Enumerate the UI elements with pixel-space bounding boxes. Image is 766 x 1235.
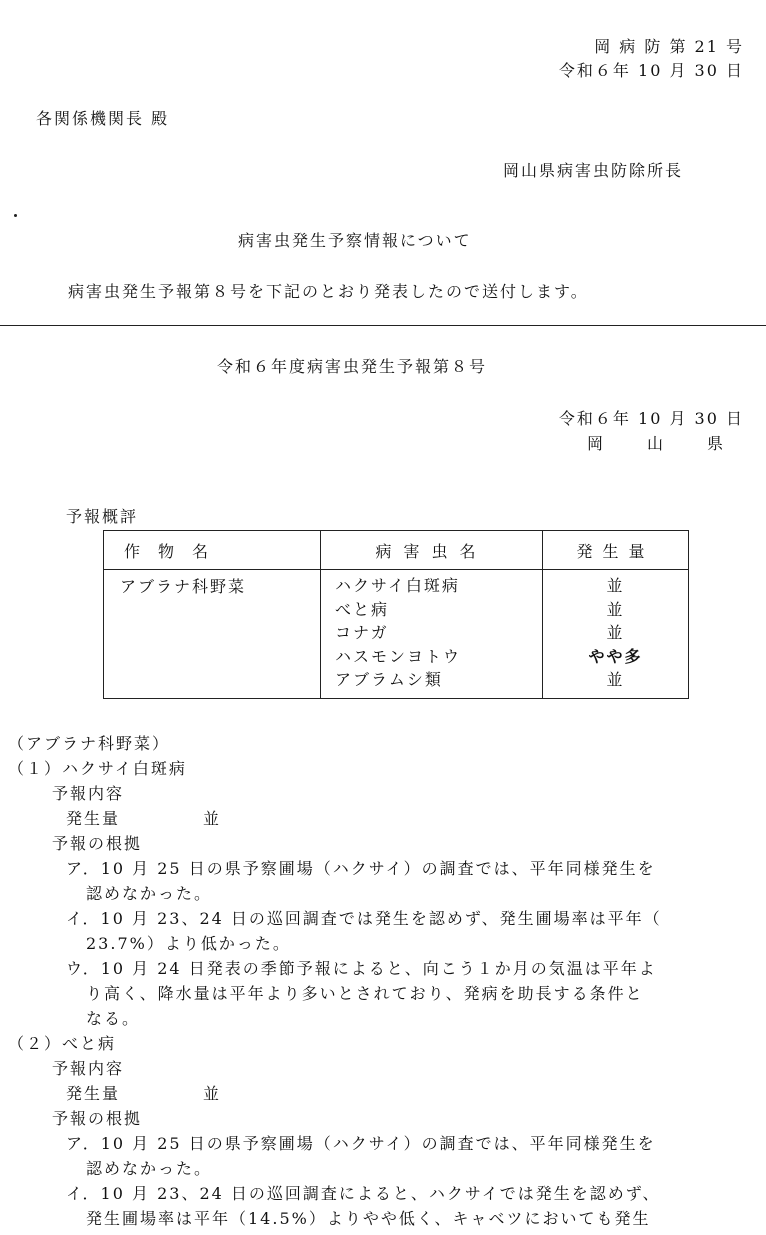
s1-item-u-line3: なる。 bbox=[86, 1009, 141, 1028]
s1-item-i-line1: イ．10 月 23、24 日の巡回調査では発生を認めず、発生圃場率は平年（ bbox=[66, 909, 662, 928]
cover-title: 病害虫発生予察情報について bbox=[238, 231, 472, 250]
s1-amount-value: 並 bbox=[203, 809, 222, 828]
s1-item-u-line1: ウ．10 月 24 日発表の季節予報によると、向こう１か月の気温は平年よ bbox=[66, 959, 657, 978]
amount-value: 並 bbox=[606, 599, 625, 619]
amount-value: 並 bbox=[606, 623, 625, 642]
s1-item-i-line2: 23.7%）より低かった。 bbox=[86, 934, 291, 953]
section-divider bbox=[0, 325, 766, 326]
s2-forecast-label: 予報内容 bbox=[52, 1059, 125, 1078]
s2-item-i-line2: 発生圃場率は平年（14.5%）よりやや低く、キャベツにおいても発生 bbox=[86, 1209, 651, 1228]
report-issuer: 岡 山 県 bbox=[587, 434, 728, 453]
amount-value-emphasis: やや多 bbox=[588, 646, 643, 666]
s2-amount-value: 並 bbox=[203, 1084, 222, 1103]
s1-forecast-label: 予報内容 bbox=[52, 784, 125, 803]
category-heading: （アブラナ科野菜） bbox=[8, 734, 171, 753]
header-amount: 発生量 bbox=[543, 531, 689, 570]
addressee: 各関係機関長 殿 bbox=[36, 109, 170, 128]
s1-item-u-line2: り高く、降水量は平年より多いとされており、発病を助長する条件と bbox=[86, 984, 644, 1003]
pest-name: ハクサイ白斑病 bbox=[335, 576, 460, 595]
pest-list bbox=[321, 570, 543, 699]
crop-name: アブラナ科野菜 bbox=[104, 570, 321, 699]
issue-date: 令和６年 10 月 30 日 bbox=[558, 61, 744, 80]
pest-name: ハスモンヨトウ bbox=[335, 646, 462, 666]
s1-item-a-line2: 認めなかった。 bbox=[86, 884, 213, 903]
s2-amount-label: 発生量 bbox=[66, 1084, 121, 1103]
cover-message: 病害虫発生予報第８号を下記のとおり発表したので送付します。 bbox=[68, 282, 589, 301]
amount-value: 並 bbox=[606, 576, 625, 595]
summary-label: 予報概評 bbox=[66, 507, 139, 526]
section-1-heading: （１）ハクサイ白斑病 bbox=[8, 759, 187, 778]
summary-body-row bbox=[104, 570, 689, 699]
sender: 岡山県病害虫防除所長 bbox=[503, 161, 684, 180]
report-title: 令和６年度病害虫発生予報第８号 bbox=[217, 357, 488, 376]
summary-table bbox=[103, 530, 689, 699]
pest-name: アブラムシ類 bbox=[335, 670, 443, 689]
pest-name: コナガ bbox=[335, 623, 389, 642]
pest-name: べと病 bbox=[335, 599, 390, 619]
stray-dot bbox=[14, 214, 17, 217]
s1-basis-label: 予報の根拠 bbox=[52, 834, 143, 853]
s1-item-a-line1: ア．10 月 25 日の県予察圃場（ハクサイ）の調査では、平年同様発生を bbox=[66, 859, 656, 878]
s2-item-a-line1: ア．10 月 25 日の県予察圃場（ハクサイ）の調査では、平年同様発生を bbox=[66, 1134, 656, 1153]
summary-header-row bbox=[104, 531, 689, 570]
amount-value: 並 bbox=[606, 670, 625, 689]
s1-amount-label: 発生量 bbox=[66, 809, 121, 828]
report-date: 令和６年 10 月 30 日 bbox=[558, 409, 744, 428]
header-pest: 病害虫名 bbox=[321, 531, 543, 570]
s2-basis-label: 予報の根拠 bbox=[52, 1109, 143, 1128]
s2-item-a-line2: 認めなかった。 bbox=[86, 1159, 213, 1178]
section-2-heading: （２）べと病 bbox=[8, 1034, 117, 1053]
header-crop: 作物名 bbox=[104, 531, 321, 570]
amount-list bbox=[543, 570, 689, 699]
document-number: 岡 病 防 第 21 号 bbox=[594, 37, 744, 56]
s2-item-i-line1: イ．10 月 23、24 日の巡回調査によると、ハクサイでは発生を認めず、 bbox=[66, 1184, 661, 1203]
